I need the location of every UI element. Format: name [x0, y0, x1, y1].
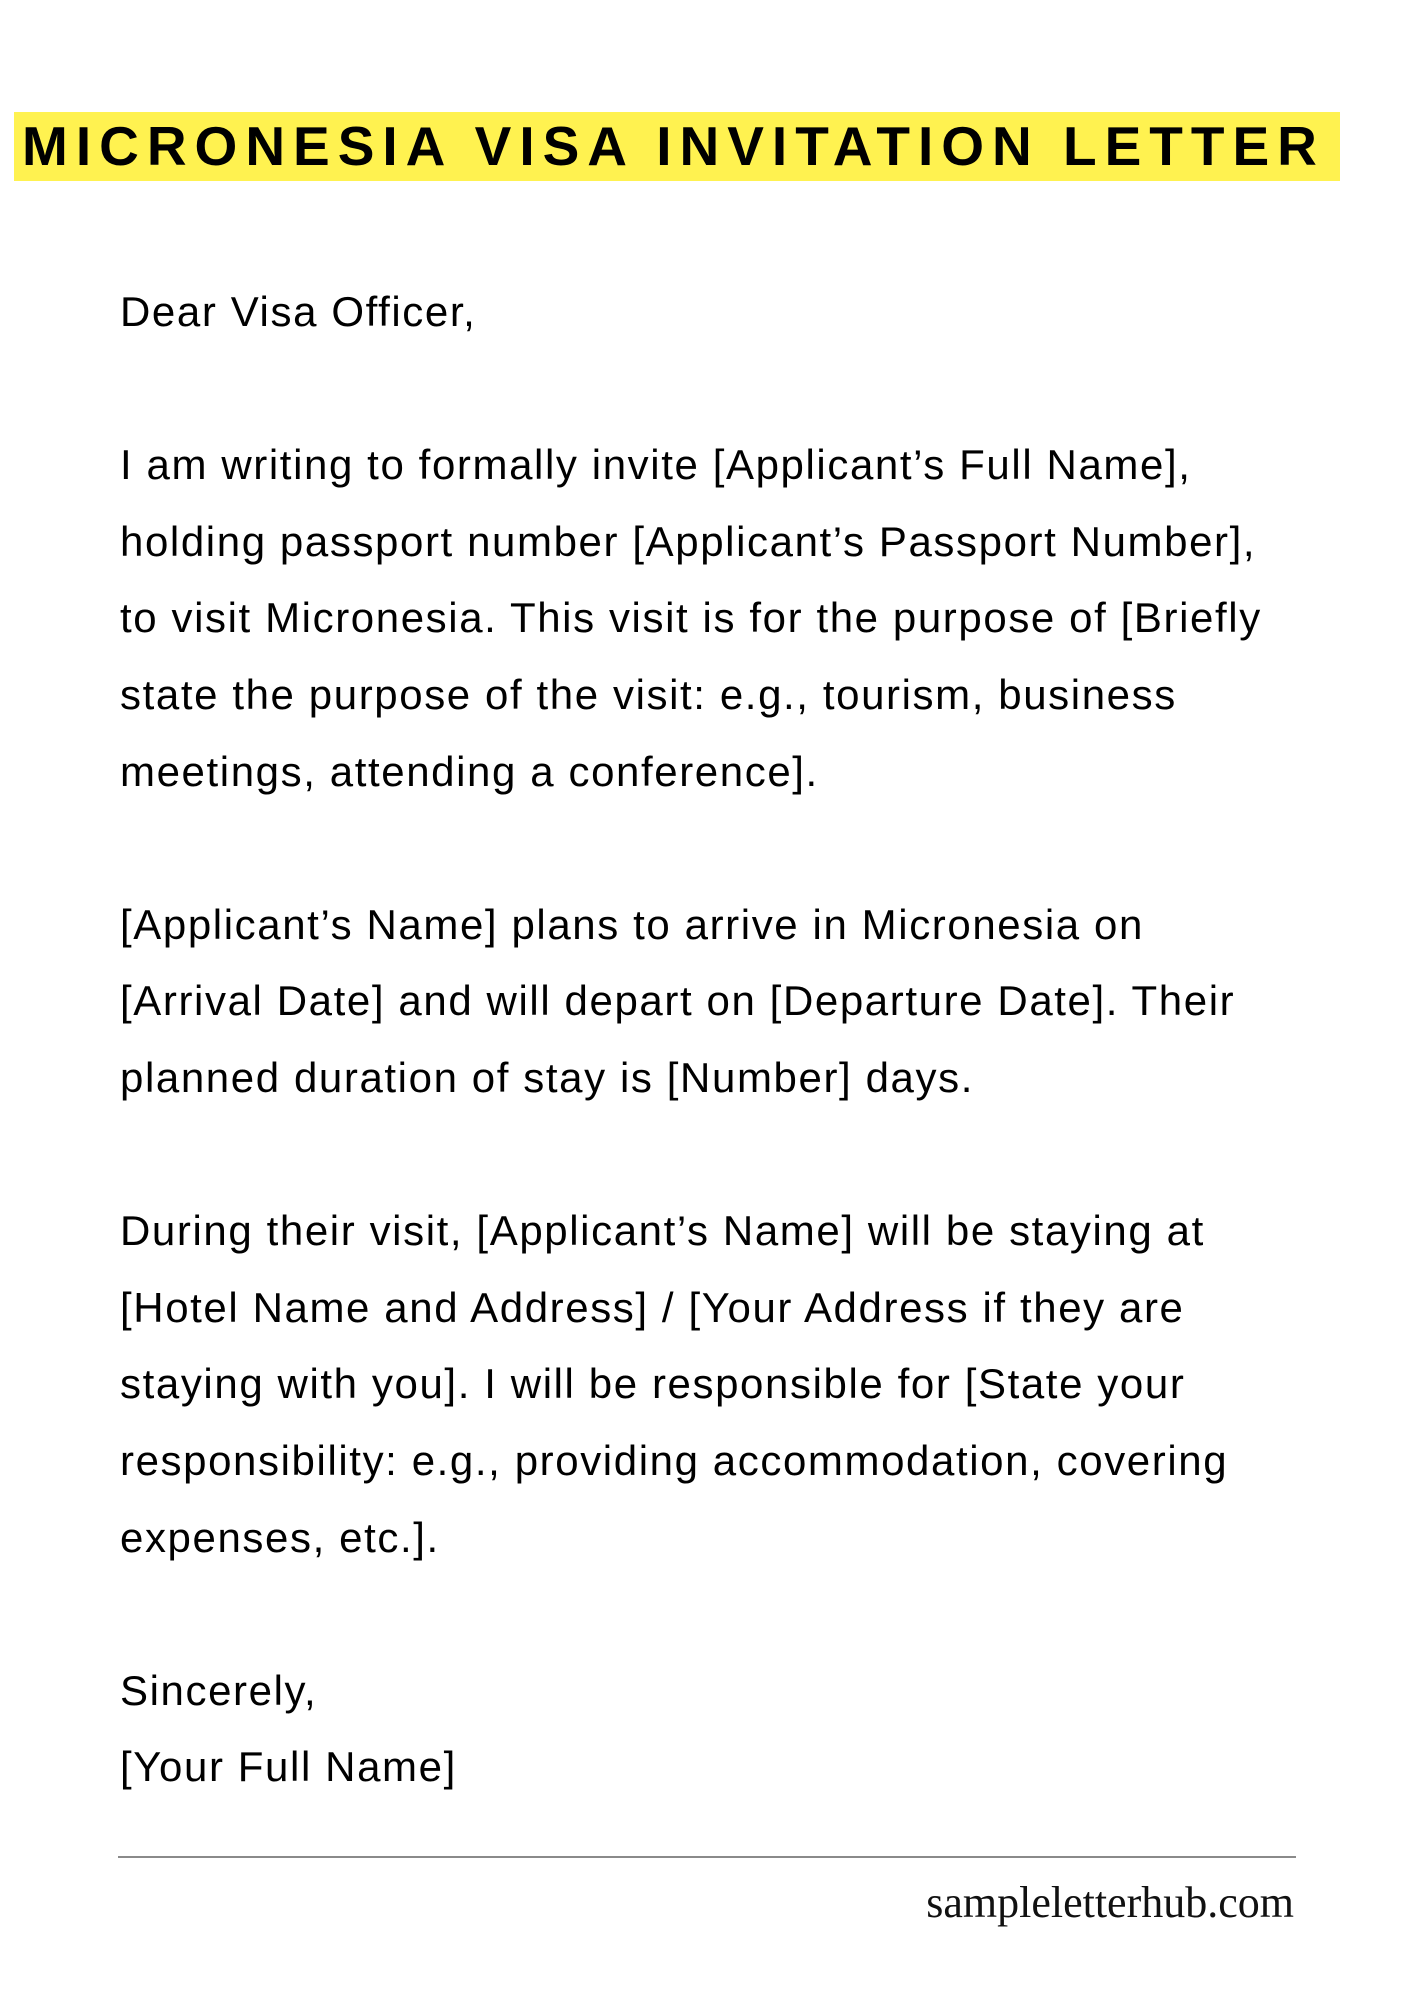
paragraph-line: During their visit, [Applicant’s Name] will be staying at: [120, 1207, 1205, 1255]
paragraph-line: responsibility: e.g., providing accommodation, covering: [120, 1436, 1229, 1484]
paragraph-line: [Applicant’s Name] plans to arrive in Micronesia on: [120, 900, 1144, 948]
website-watermark: sampleletterhub.com: [926, 1878, 1294, 1927]
salutation: Dear Visa Officer,: [120, 288, 477, 335]
paragraph-line: meetings, attending a conference].: [120, 747, 819, 795]
paragraph-line: I am writing to formally invite [Applicant’s Full Name],: [120, 441, 1192, 489]
title-highlight: [14, 112, 1340, 181]
blank-line: [120, 1117, 1380, 1194]
paragraph-accommodation: [120, 1193, 1380, 1576]
paragraph-line: holding passport number [Applicant’s Passport Number],: [120, 517, 1257, 565]
paragraph-line: [Arrival Date] and will depart on [Departure Date]. Their: [120, 977, 1236, 1025]
blank-line: [120, 810, 1380, 887]
closing: Sincerely,: [120, 1666, 318, 1714]
paragraph-line: state the purpose of the visit: e.g., tourism, business: [120, 670, 1177, 718]
paragraph-line: [Hotel Name and Address] / [Your Address if they are: [120, 1283, 1185, 1331]
paragraph-line: staying with you]. I will be responsible for [State your: [120, 1360, 1186, 1408]
paragraph-invitation: [120, 427, 1380, 810]
paragraph-line: expenses, etc.].: [120, 1513, 440, 1561]
blank-line: [120, 1576, 1380, 1653]
page-title: MICRONESIA VISA INVITATION LETTER: [22, 115, 1325, 177]
footer-divider: [118, 1856, 1296, 1858]
paragraph-line: planned duration of stay is [Number] days.: [120, 1053, 974, 1101]
paragraph-line: to visit Micronesia. This visit is for the purpose of [Briefly: [120, 594, 1262, 642]
signature-name: [Your Full Name]: [120, 1743, 457, 1791]
blank-line: [120, 351, 1380, 428]
letter-body: [120, 274, 1380, 1806]
paragraph-travel-dates: [120, 887, 1380, 1117]
